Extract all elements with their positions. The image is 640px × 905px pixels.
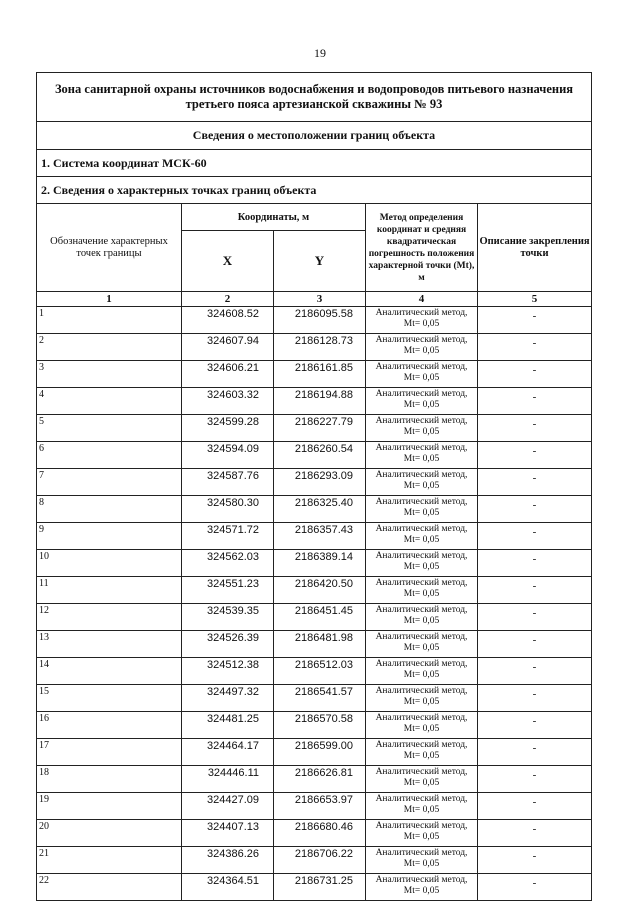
method-cell <box>366 415 478 442</box>
method-text: Аналитический метод, <box>375 362 468 372</box>
coordinate-x: 324606.21 <box>182 361 274 388</box>
point-description: - <box>478 631 592 658</box>
point-description: - <box>478 388 592 415</box>
column-number-4: 4 <box>366 292 478 307</box>
table-row <box>37 523 592 550</box>
point-number: 13 <box>37 631 182 658</box>
method-text: Аналитический метод, <box>375 389 468 399</box>
coordinate-system: 1. Система координат МСК-60 <box>37 150 592 177</box>
method-text: Аналитический метод, <box>375 443 468 453</box>
column-number-2: 2 <box>182 292 274 307</box>
point-description: - <box>478 361 592 388</box>
method-accuracy: Mt= 0,05 <box>403 481 440 491</box>
point-description: - <box>478 874 592 901</box>
title-line-1: Зона санитарной охраны источников водоснабжения и водопроводов питьевого назначения <box>54 82 574 96</box>
table-row <box>37 766 592 793</box>
table-row <box>37 658 592 685</box>
coordinate-x: 324599.28 <box>182 415 274 442</box>
table-row <box>37 874 592 901</box>
method-text: Аналитический метод, <box>375 416 468 426</box>
coordinate-y: 2186680.46 <box>274 820 366 847</box>
table-row <box>37 334 592 361</box>
coordinate-x: 324551.23 <box>182 577 274 604</box>
method-cell <box>366 604 478 631</box>
coordinate-y: 2186626.81 <box>274 766 366 793</box>
point-number: 16 <box>37 712 182 739</box>
method-accuracy: Mt= 0,05 <box>403 616 440 626</box>
point-number: 8 <box>37 496 182 523</box>
method-cell <box>366 685 478 712</box>
point-number: 14 <box>37 658 182 685</box>
coordinate-x: 324446.11 <box>182 766 274 793</box>
point-number: 9 <box>37 523 182 550</box>
point-number: 3 <box>37 361 182 388</box>
coordinate-y: 2186357.43 <box>274 523 366 550</box>
table-row <box>37 820 592 847</box>
point-number: 20 <box>37 820 182 847</box>
method-text: Аналитический метод, <box>375 767 468 777</box>
method-text: Аналитический метод, <box>375 470 468 480</box>
points-header: 2. Сведения о характерных точках границ объекта <box>37 177 592 204</box>
table-row <box>37 685 592 712</box>
point-description: - <box>478 577 592 604</box>
coordinate-x: 324594.09 <box>182 442 274 469</box>
method-cell <box>366 712 478 739</box>
point-description: - <box>478 415 592 442</box>
method-cell <box>366 388 478 415</box>
point-number: 7 <box>37 469 182 496</box>
point-description: - <box>478 847 592 874</box>
point-number: 18 <box>37 766 182 793</box>
method-cell <box>366 631 478 658</box>
table-row <box>37 442 592 469</box>
method-accuracy: Mt= 0,05 <box>403 562 440 572</box>
method-text: Аналитический метод, <box>375 875 468 885</box>
coordinate-x: 324364.51 <box>182 874 274 901</box>
header-method-text: Метод определения координат и средняя квадратическая погрешность положения характерной точки (Mt), м <box>368 212 475 283</box>
table-row <box>37 712 592 739</box>
table-row <box>37 739 592 766</box>
method-text: Аналитический метод, <box>375 605 468 615</box>
coordinate-x: 324603.32 <box>182 388 274 415</box>
method-text: Аналитический метод, <box>375 821 468 831</box>
method-accuracy: Mt= 0,05 <box>403 697 440 707</box>
coordinate-y: 2186260.54 <box>274 442 366 469</box>
column-number-1: 1 <box>37 292 182 307</box>
method-accuracy: Mt= 0,05 <box>403 535 440 545</box>
point-number: 19 <box>37 793 182 820</box>
method-cell <box>366 739 478 766</box>
point-description: - <box>478 820 592 847</box>
coordinate-x: 324497.32 <box>182 685 274 712</box>
method-cell <box>366 496 478 523</box>
method-accuracy: Mt= 0,05 <box>403 589 440 599</box>
method-cell <box>366 847 478 874</box>
point-description: - <box>478 685 592 712</box>
method-text: Аналитический метод, <box>375 497 468 507</box>
coordinate-y: 2186194.88 <box>274 388 366 415</box>
coordinate-x: 324587.76 <box>182 469 274 496</box>
method-cell <box>366 361 478 388</box>
method-text: Аналитический метод, <box>375 740 468 750</box>
method-cell <box>366 550 478 577</box>
table-row <box>37 793 592 820</box>
method-text: Аналитический метод, <box>375 632 468 642</box>
point-number: 15 <box>37 685 182 712</box>
method-accuracy: Mt= 0,05 <box>403 724 440 734</box>
header-description: Описание закрепления точки <box>478 204 592 292</box>
method-text: Аналитический метод, <box>375 524 468 534</box>
coordinate-y: 2186653.97 <box>274 793 366 820</box>
method-text: Аналитический метод, <box>375 686 468 696</box>
table-row <box>37 388 592 415</box>
method-cell <box>366 766 478 793</box>
method-text: Аналитический метод, <box>375 578 468 588</box>
point-description: - <box>478 550 592 577</box>
method-accuracy: Mt= 0,05 <box>403 859 440 869</box>
method-accuracy: Mt= 0,05 <box>403 832 440 842</box>
table-row <box>37 361 592 388</box>
point-description: - <box>478 442 592 469</box>
method-accuracy: Mt= 0,05 <box>403 643 440 653</box>
point-description: - <box>478 523 592 550</box>
coordinate-x: 324580.30 <box>182 496 274 523</box>
table-row <box>37 847 592 874</box>
coordinate-y: 2186128.73 <box>274 334 366 361</box>
method-accuracy: Mt= 0,05 <box>403 886 440 896</box>
coordinate-y: 2186541.57 <box>274 685 366 712</box>
coordinate-y: 2186451.45 <box>274 604 366 631</box>
method-accuracy: Mt= 0,05 <box>403 400 440 410</box>
point-number: 11 <box>37 577 182 604</box>
method-text: Аналитический метод, <box>375 551 468 561</box>
method-cell <box>366 658 478 685</box>
column-number-5: 5 <box>478 292 592 307</box>
point-number: 1 <box>37 307 182 334</box>
point-description: - <box>478 334 592 361</box>
point-description: - <box>478 739 592 766</box>
table-row <box>37 469 592 496</box>
coordinate-x: 324608.52 <box>182 307 274 334</box>
point-number: 5 <box>37 415 182 442</box>
coordinate-y: 2186227.79 <box>274 415 366 442</box>
method-accuracy: Mt= 0,05 <box>403 751 440 761</box>
method-accuracy: Mt= 0,05 <box>403 319 440 329</box>
point-number: 2 <box>37 334 182 361</box>
coordinate-y: 2186512.03 <box>274 658 366 685</box>
coordinate-x: 324481.25 <box>182 712 274 739</box>
method-cell <box>366 469 478 496</box>
coordinate-x: 324512.38 <box>182 658 274 685</box>
coordinate-x: 324539.35 <box>182 604 274 631</box>
coordinate-y: 2186389.14 <box>274 550 366 577</box>
table-row <box>37 550 592 577</box>
point-description: - <box>478 766 592 793</box>
method-accuracy: Mt= 0,05 <box>403 454 440 464</box>
method-text: Аналитический метод, <box>375 713 468 723</box>
method-accuracy: Mt= 0,05 <box>403 427 440 437</box>
header-designation: Обозначение характерных точек границы <box>37 204 182 292</box>
method-accuracy: Mt= 0,05 <box>403 373 440 383</box>
point-description: - <box>478 496 592 523</box>
table-row <box>37 604 592 631</box>
method-cell <box>366 334 478 361</box>
point-description: - <box>478 307 592 334</box>
column-number-3: 3 <box>274 292 366 307</box>
point-description: - <box>478 469 592 496</box>
point-description: - <box>478 658 592 685</box>
method-accuracy: Mt= 0,05 <box>403 670 440 680</box>
page-number: 19 <box>314 46 326 60</box>
point-number: 6 <box>37 442 182 469</box>
header-method <box>366 204 478 292</box>
coordinate-x: 324526.39 <box>182 631 274 658</box>
method-text: Аналитический метод, <box>375 794 468 804</box>
method-cell <box>366 307 478 334</box>
coordinate-y: 2186325.40 <box>274 496 366 523</box>
method-cell <box>366 523 478 550</box>
boundary-table <box>36 72 592 901</box>
method-text: Аналитический метод, <box>375 848 468 858</box>
point-number: 12 <box>37 604 182 631</box>
point-number: 17 <box>37 739 182 766</box>
point-description: - <box>478 712 592 739</box>
point-number: 4 <box>37 388 182 415</box>
point-number: 21 <box>37 847 182 874</box>
method-cell <box>366 442 478 469</box>
method-cell <box>366 577 478 604</box>
coordinate-x: 324407.13 <box>182 820 274 847</box>
header-x: X <box>182 231 274 292</box>
coordinate-y: 2186095.58 <box>274 307 366 334</box>
coordinate-y: 2186481.98 <box>274 631 366 658</box>
table-row <box>37 631 592 658</box>
method-cell <box>366 874 478 901</box>
point-number: 22 <box>37 874 182 901</box>
coordinate-x: 324464.17 <box>182 739 274 766</box>
coordinate-x: 324427.09 <box>182 793 274 820</box>
coordinate-x: 324386.26 <box>182 847 274 874</box>
method-accuracy: Mt= 0,05 <box>403 778 440 788</box>
method-cell <box>366 793 478 820</box>
coordinate-y: 2186731.25 <box>274 874 366 901</box>
table-row <box>37 496 592 523</box>
coordinate-x: 324571.72 <box>182 523 274 550</box>
coordinate-y: 2186293.09 <box>274 469 366 496</box>
method-text: Аналитический метод, <box>375 659 468 669</box>
method-accuracy: Mt= 0,05 <box>403 805 440 815</box>
table-row <box>37 577 592 604</box>
section-header: Сведения о местоположении границ объекта <box>37 122 592 150</box>
coordinate-x: 324562.03 <box>182 550 274 577</box>
method-cell <box>366 820 478 847</box>
method-accuracy: Mt= 0,05 <box>403 508 440 518</box>
header-coordinates: Координаты, м <box>182 204 366 231</box>
method-accuracy: Mt= 0,05 <box>403 346 440 356</box>
point-number: 10 <box>37 550 182 577</box>
document-title <box>37 73 592 122</box>
header-y: Y <box>274 231 366 292</box>
table-row <box>37 415 592 442</box>
point-description: - <box>478 793 592 820</box>
method-text: Аналитический метод, <box>375 308 468 318</box>
coordinate-y: 2186706.22 <box>274 847 366 874</box>
table-row <box>37 307 592 334</box>
coordinate-y: 2186420.50 <box>274 577 366 604</box>
coordinate-y: 2186161.85 <box>274 361 366 388</box>
coordinate-y: 2186570.58 <box>274 712 366 739</box>
title-line-2: третьего пояса артезианской скважины № 93 <box>185 97 443 111</box>
coordinate-x: 324607.94 <box>182 334 274 361</box>
coordinate-y: 2186599.00 <box>274 739 366 766</box>
method-text: Аналитический метод, <box>375 335 468 345</box>
point-description: - <box>478 604 592 631</box>
